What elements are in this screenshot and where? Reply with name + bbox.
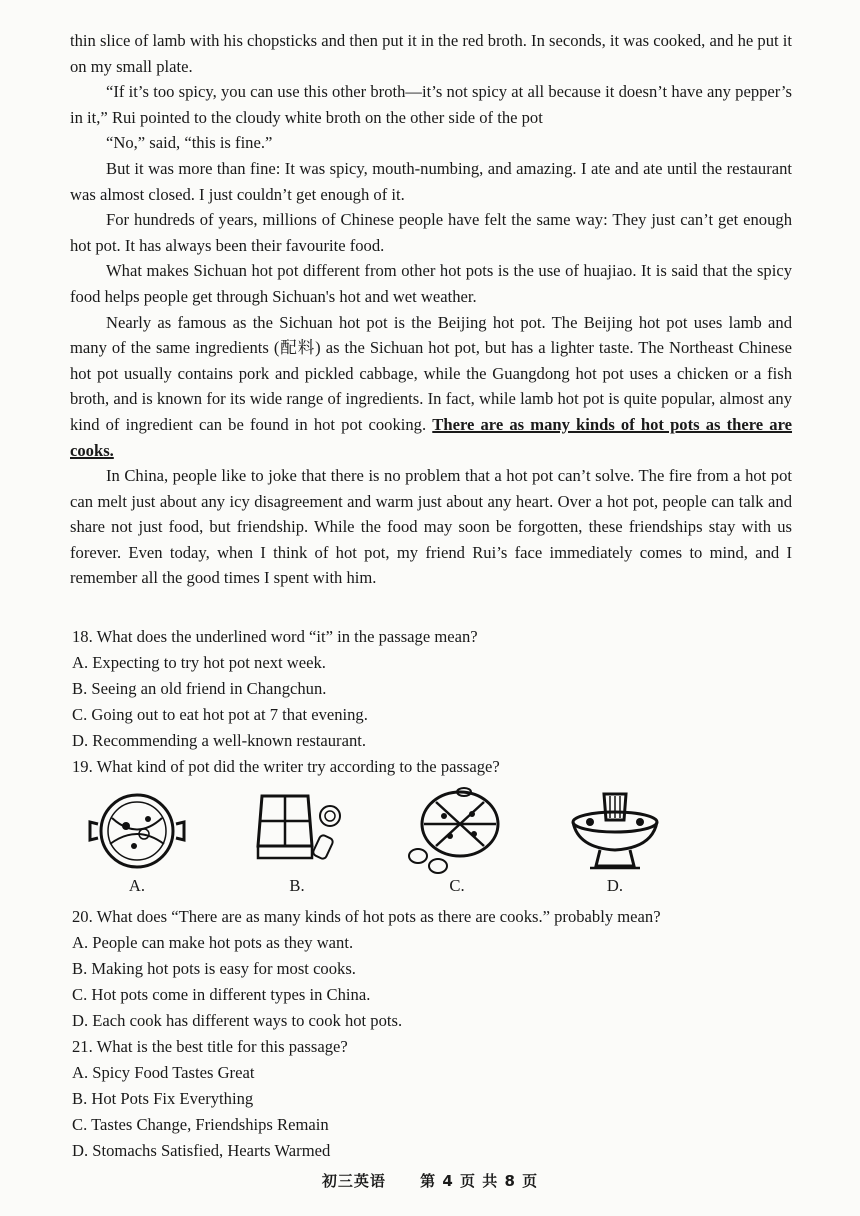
- question-21-option-c: C. Tastes Change, Friendships Remain: [72, 1115, 329, 1134]
- option-label: C.: [449, 876, 465, 895]
- copper-chimney-hotpot-icon: [560, 786, 670, 876]
- question-18-option-d: D. Recommending a well-known restaurant.: [72, 731, 366, 750]
- passage-paragraph: For hundreds of years, millions of Chinese people have felt the same way: They just can’t get enough hot pot. It has always been their favourite food.: [70, 210, 792, 255]
- question-19-stem: 19. What kind of pot did the writer try according to the passage?: [72, 757, 500, 776]
- option-label: A.: [128, 876, 146, 895]
- footer-page-number: 第 4 页 共 8 页: [420, 1172, 539, 1190]
- question-19-pictures: [72, 786, 794, 904]
- question-18-option-a: A. Expecting to try hot pot next week.: [72, 653, 326, 672]
- passage-paragraph: But it was more than fine: It was spicy, mouth-numbing, and amazing. I ate and ate until the restaurant was almost closed. I just couldn’t get enough of it.: [70, 158, 792, 204]
- option-label: D.: [606, 876, 624, 895]
- question-21-option-d: D. Stomachs Satisfied, Hearts Warmed: [72, 1141, 331, 1160]
- question-18-stem: 18. What does the underlined word “it” in the passage mean?: [72, 627, 478, 646]
- passage-paragraph: What makes Sichuan hot pot different from other hot pots is the use of huajiao. It is said that the spicy food helps people get through Sichuan's hot and wet weather.: [70, 261, 792, 306]
- option-label: B.: [289, 876, 305, 895]
- square-grid-hotpot-icon: [242, 786, 352, 876]
- question-section: [72, 624, 794, 1164]
- underlined-sentence: There are as many kinds of hot pots as there are cooks.: [70, 414, 793, 460]
- reading-passage: [70, 28, 792, 591]
- passage-paragraph: “No,” said, “this is fine.”: [106, 133, 273, 153]
- round-hotpot-icon: [82, 786, 192, 876]
- question-21-option-a: A. Spicy Food Tastes Great: [72, 1063, 255, 1082]
- question-20-option-d: D. Each cook has different ways to cook hot pots.: [72, 1011, 403, 1030]
- option-a-picture: [82, 786, 192, 904]
- nine-grid-hotpot-icon: [402, 786, 512, 876]
- question-20-option-c: C. Hot pots come in different types in China.: [72, 985, 371, 1004]
- question-20-option-a: A. People can make hot pots as they want.: [72, 933, 354, 952]
- page-footer: [0, 1170, 860, 1191]
- question-20-stem: 20. What does “There are as many kinds of hot pots as there are cooks.” probably mean?: [72, 907, 661, 926]
- option-b-picture: [242, 786, 352, 904]
- passage-paragraph-text: Nearly as famous as the Sichuan hot pot is the Beijing hot pot. The Beijing hot pot uses lamb and many of the same ingredients (配料) as the Sichuan hot pot, but has a lighter taste. The Northeast Chinese hot pot usually contains pork and pickled cabbage, while the Guangdong hot pot uses a chicken or a fish broth, and is known for its wide range of ingredients. In fact, while lamb hot pot is quite popular, almost any kind of ingredient can be found in hot pot cooking.: [70, 312, 792, 434]
- question-20-option-b: B. Making hot pots is easy for most cooks.: [72, 959, 356, 978]
- question-18-option-c: C. Going out to eat hot pot at 7 that evening.: [72, 705, 368, 724]
- question-21-stem: 21. What is the best title for this passage?: [72, 1037, 348, 1056]
- passage-paragraph: [70, 310, 792, 464]
- footer-subject: 初三英语: [321, 1172, 386, 1190]
- option-c-picture: [402, 786, 512, 904]
- passage-paragraph: In China, people like to joke that there is no problem that a hot pot can’t solve. The fire from a hot pot can melt just about any icy disagreement and warm just about any heart. Over a hot pot, people can talk and share not just food, but friendship. While the food may soon be forgotten, these friendships stay with us forever. Even today, when I think of hot pot, my friend Rui’s face immediately comes to mind, and I remember all the good times I spent with him.: [70, 466, 792, 588]
- option-d-picture: [560, 786, 670, 904]
- question-21-option-b: B. Hot Pots Fix Everything: [72, 1089, 254, 1108]
- passage-paragraph: “If it’s too spicy, you can use this other broth—it’s not spicy at all because it doesn’t have any pepper’s in it,” Rui pointed to the cloudy white broth on the other side of the pot: [70, 82, 792, 127]
- question-18-option-b: B. Seeing an old friend in Changchun.: [72, 679, 327, 698]
- passage-paragraph: thin slice of lamb with his chopsticks and then put it in the red broth. In seconds, it was cooked, and he put it on my small plate.: [70, 31, 792, 76]
